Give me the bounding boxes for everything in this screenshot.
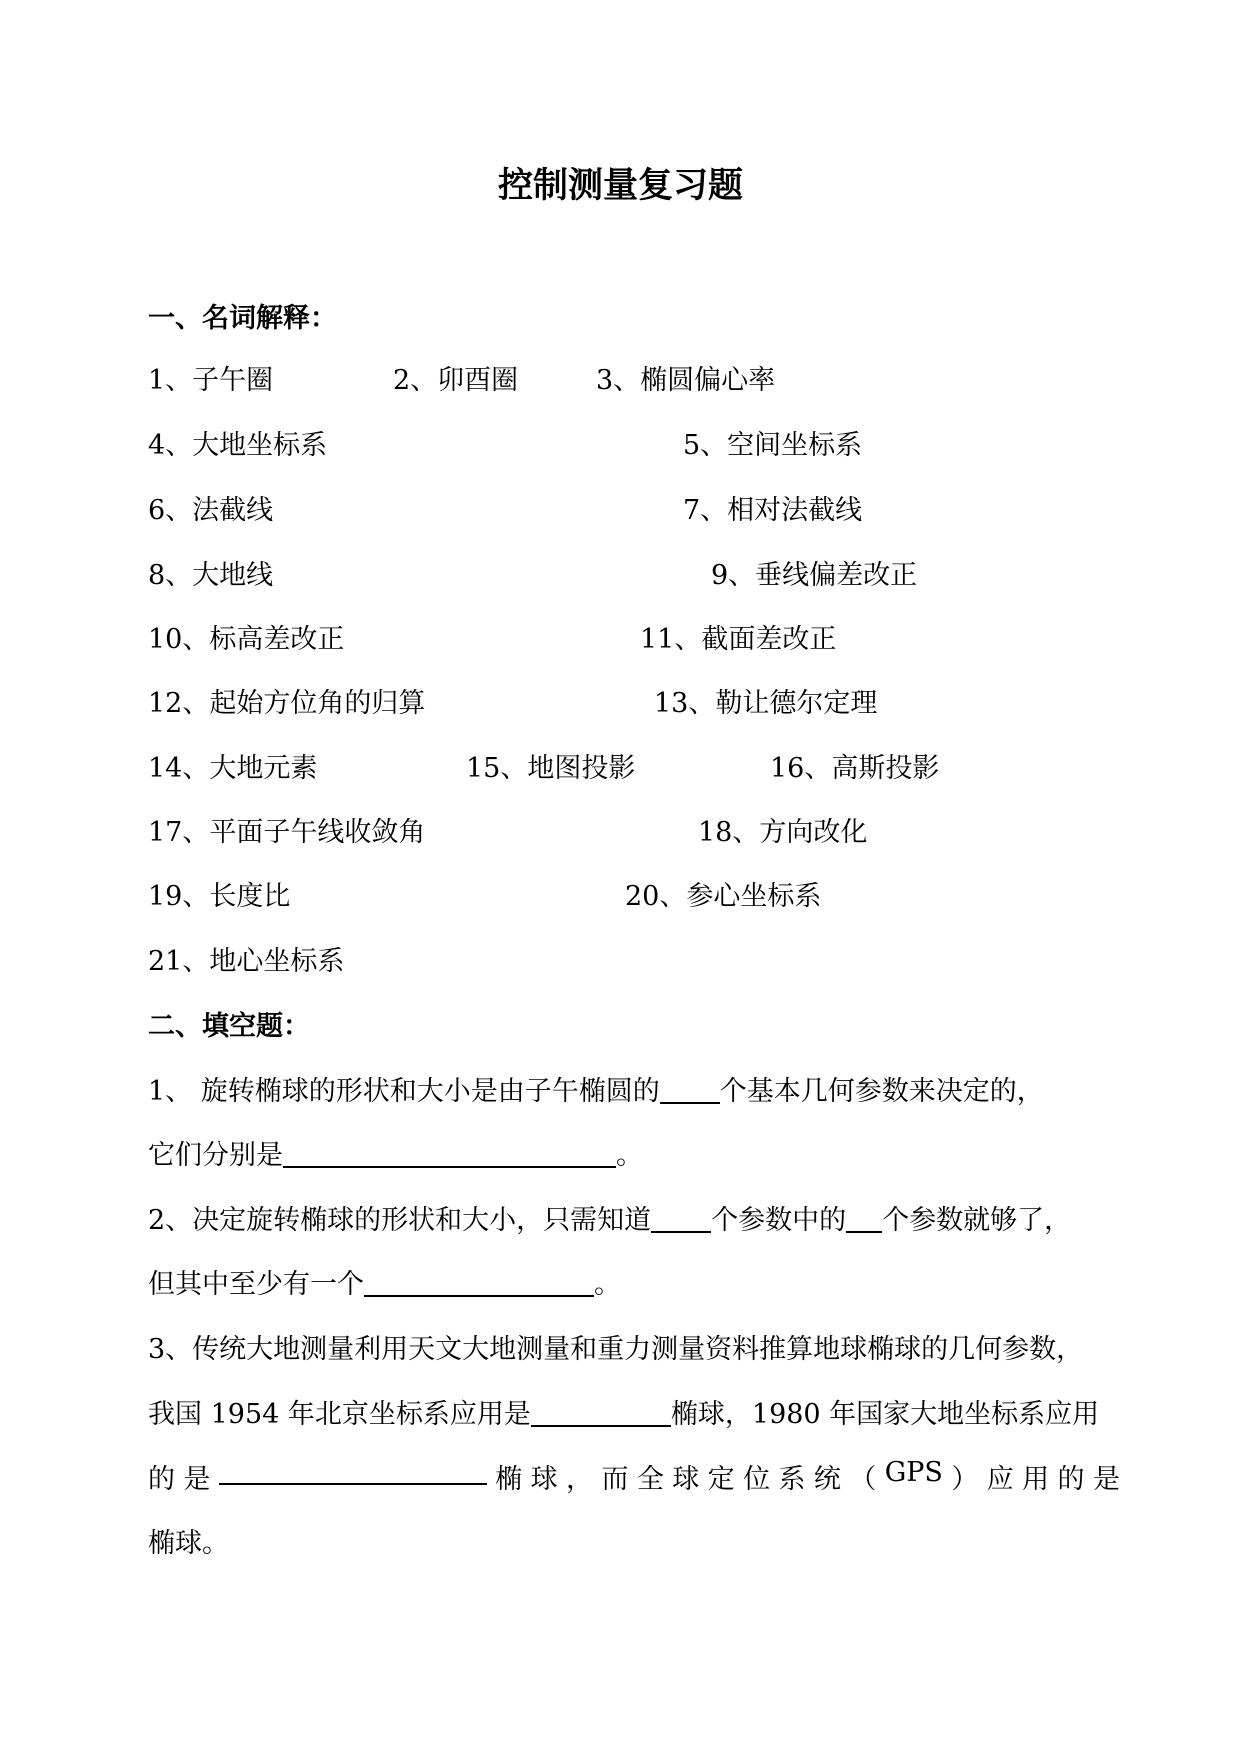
question-3-line-2 (148, 1392, 1099, 1431)
question-text: ） (951, 1464, 979, 1495)
question-text: 的 (148, 1464, 175, 1495)
question-text: 是 (183, 1464, 211, 1495)
answer-blank[interactable] (283, 1140, 616, 1168)
question-text: 但其中至少有一个 (148, 1269, 364, 1300)
question-text: 1、 旋转椭球的形状和大小是由子午椭圆的 (148, 1076, 660, 1107)
answer-blank[interactable] (219, 1457, 487, 1485)
question-text: ， (566, 1464, 594, 1495)
term-item: 4、大地坐标系 (148, 430, 328, 461)
term-item: 7、相对法截线 (683, 495, 863, 526)
term-item: 13、勒让德尔定理 (654, 688, 878, 719)
term-item: 18、方向改化 (698, 817, 868, 848)
term-item: 15、地图投影 (466, 753, 636, 784)
question-3-line-1: 3、传统大地测量利用天文大地测量和重力测量资料推算地球椭球的几何参数， (148, 1334, 1084, 1365)
question-text: 应 (986, 1464, 1014, 1495)
question-text: 用 (1022, 1464, 1050, 1495)
question-2-line-1 (148, 1198, 1071, 1237)
question-text: 统 (813, 1464, 841, 1495)
question-text: 。 (594, 1269, 621, 1300)
term-item: 12、起始方位角的归算 (148, 688, 426, 719)
question-text: 椭 (495, 1464, 523, 1495)
term-item: 17、平面子午线收敛角 (148, 817, 426, 848)
term-item: 2、卯酉圈 (393, 365, 519, 396)
page-title: 控制测量复习题 (497, 166, 743, 206)
answer-blank[interactable] (651, 1205, 711, 1233)
question-text: 系 (778, 1464, 806, 1495)
term-item: 21、地心坐标系 (148, 946, 345, 977)
answer-blank[interactable] (364, 1269, 594, 1297)
section-heading-definitions: 一、名词解释： (148, 303, 337, 334)
question-text: 球 (530, 1464, 558, 1495)
question-text: 。 (616, 1140, 643, 1171)
question-text: 个参数就够了， (882, 1205, 1072, 1236)
question-text: 全 (636, 1464, 664, 1495)
question-text: 个参数中的 (711, 1205, 847, 1236)
question-text: 是 (1092, 1464, 1120, 1495)
question-text: 球 (672, 1464, 700, 1495)
question-3-line-4: 椭球。 (148, 1528, 229, 1559)
section-heading-fill-in: 二、填空题： (148, 1011, 310, 1042)
question-text: 个基本几何参数来决定的， (719, 1076, 1044, 1107)
question-text: 我国 1954 年北京坐标系应用是 (148, 1399, 531, 1430)
answer-blank[interactable] (846, 1205, 882, 1233)
term-item: 16、高斯投影 (770, 753, 940, 784)
question-1-line-2 (148, 1133, 643, 1172)
question-2-line-2 (148, 1262, 621, 1301)
term-item: 11、截面差改正 (640, 624, 837, 655)
question-text: （ (849, 1464, 877, 1495)
term-item: 9、垂线偏差改正 (711, 560, 918, 591)
term-item: 19、长度比 (148, 881, 291, 912)
term-item: 5、空间坐标系 (683, 430, 863, 461)
question-text: 位 (743, 1464, 771, 1495)
question-text: 它们分别是 (148, 1140, 283, 1171)
term-item: 10、标高差改正 (148, 624, 345, 655)
term-item: 6、法截线 (148, 495, 274, 526)
question-text: GPS (884, 1457, 943, 1488)
answer-blank[interactable] (660, 1076, 720, 1104)
question-1-line-1 (148, 1069, 1044, 1108)
term-item: 8、大地线 (148, 560, 274, 591)
question-text: 而 (601, 1464, 629, 1495)
question-text: 椭球，1980 年国家大地坐标系应用 (670, 1399, 1100, 1430)
term-item: 14、大地元素 (148, 753, 318, 784)
answer-blank[interactable] (531, 1399, 671, 1427)
term-item: 1、子午圈 (148, 365, 274, 396)
term-item: 20、参心坐标系 (625, 881, 822, 912)
question-3-line-3 (148, 1457, 1120, 1496)
question-text: 定 (707, 1464, 735, 1495)
term-item: 3、椭圆偏心率 (596, 365, 776, 396)
question-text: 的 (1057, 1464, 1085, 1495)
question-text: 2、决定旋转椭球的形状和大小，只需知道 (148, 1205, 652, 1236)
